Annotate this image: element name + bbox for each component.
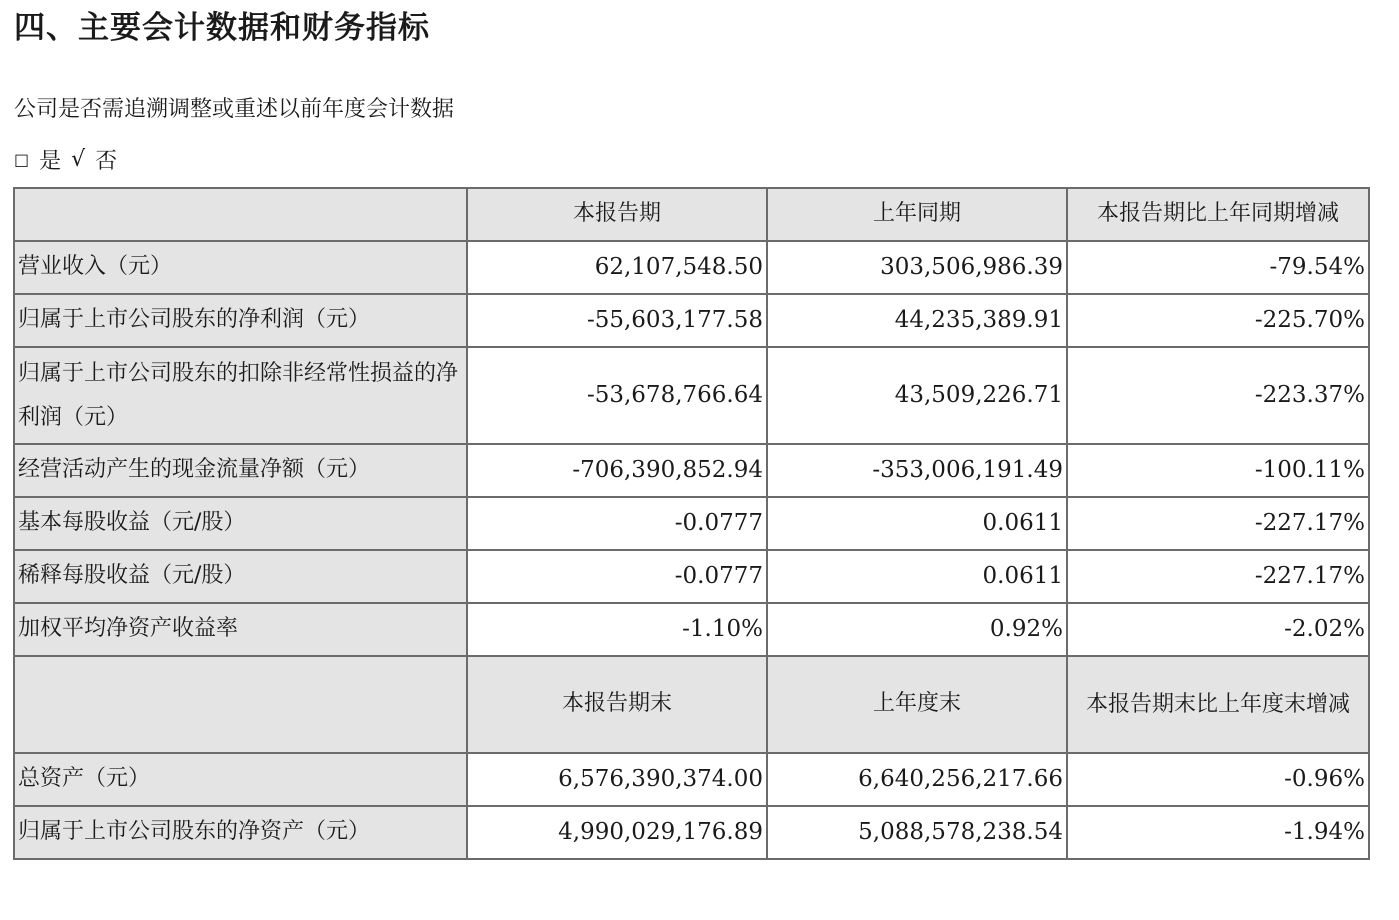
table-row <box>14 753 1369 806</box>
prior-value: 6,640,256,217.66 <box>767 753 1067 806</box>
row-label: 经营活动产生的现金流量净额（元） <box>14 444 467 497</box>
table-row <box>14 294 1369 347</box>
table-row <box>14 241 1369 294</box>
change-value: -79.54% <box>1067 241 1369 294</box>
prior-value: 5,088,578,238.54 <box>767 806 1067 859</box>
current-value: 62,107,548.50 <box>467 241 767 294</box>
header-cell-change: 本报告期比上年同期增减 <box>1067 188 1369 241</box>
current-value: -706,390,852.94 <box>467 444 767 497</box>
restatement-question: 公司是否需追溯调整或重述以前年度会计数据 <box>14 97 455 122</box>
change-value: -225.70% <box>1067 294 1369 347</box>
row-label: 归属于上市公司股东的扣除非经常性损益的净利润（元） <box>14 347 467 444</box>
table-row <box>14 444 1369 497</box>
header-cell-prior-period: 上年同期 <box>767 188 1067 241</box>
table-row <box>14 603 1369 656</box>
current-value: -53,678,766.64 <box>467 347 767 444</box>
section-title: 四、主要会计数据和财务指标 <box>14 10 430 46</box>
check-mark-icon: √ <box>71 147 86 172</box>
prior-value: -353,006,191.49 <box>767 444 1067 497</box>
row-label: 营业收入（元） <box>14 241 467 294</box>
yes-option-label: 是 <box>39 149 62 174</box>
header-cell-item <box>14 656 467 753</box>
change-value: -2.02% <box>1067 603 1369 656</box>
header-cell-period-end: 本报告期末 <box>467 656 767 753</box>
header-cell-prior-year-end: 上年度末 <box>767 656 1067 753</box>
row-label: 基本每股收益（元/股） <box>14 497 467 550</box>
row-label: 归属于上市公司股东的净资产（元） <box>14 806 467 859</box>
change-value: -223.37% <box>1067 347 1369 444</box>
change-value: -227.17% <box>1067 550 1369 603</box>
change-value: -100.11% <box>1067 444 1369 497</box>
current-value: 6,576,390,374.00 <box>467 753 767 806</box>
table-row <box>14 806 1369 859</box>
current-value: -1.10% <box>467 603 767 656</box>
table-row <box>14 550 1369 603</box>
current-value: 4,990,029,176.89 <box>467 806 767 859</box>
prior-value: 0.92% <box>767 603 1067 656</box>
financial-indicators-table <box>13 187 1370 860</box>
header-cell-current-period: 本报告期 <box>467 188 767 241</box>
table-header-row <box>14 656 1369 753</box>
prior-value: 43,509,226.71 <box>767 347 1067 444</box>
row-label: 总资产（元） <box>14 753 467 806</box>
table-row <box>14 497 1369 550</box>
restatement-answer <box>14 144 117 175</box>
current-value: -0.0777 <box>467 550 767 603</box>
row-label: 归属于上市公司股东的净利润（元） <box>14 294 467 347</box>
prior-value: 0.0611 <box>767 550 1067 603</box>
change-value: -227.17% <box>1067 497 1369 550</box>
current-value: -55,603,177.58 <box>467 294 767 347</box>
unchecked-box-icon: □ <box>14 150 30 169</box>
change-value: -1.94% <box>1067 806 1369 859</box>
row-label: 加权平均净资产收益率 <box>14 603 467 656</box>
prior-value: 0.0611 <box>767 497 1067 550</box>
table-header-row <box>14 188 1369 241</box>
table-row <box>14 347 1369 444</box>
row-label: 稀释每股收益（元/股） <box>14 550 467 603</box>
no-option-label: 否 <box>95 149 118 174</box>
change-value: -0.96% <box>1067 753 1369 806</box>
prior-value: 44,235,389.91 <box>767 294 1067 347</box>
current-value: -0.0777 <box>467 497 767 550</box>
header-cell-item <box>14 188 467 241</box>
header-cell-period-end-change: 本报告期末比上年度末增减 <box>1067 656 1369 753</box>
prior-value: 303,506,986.39 <box>767 241 1067 294</box>
